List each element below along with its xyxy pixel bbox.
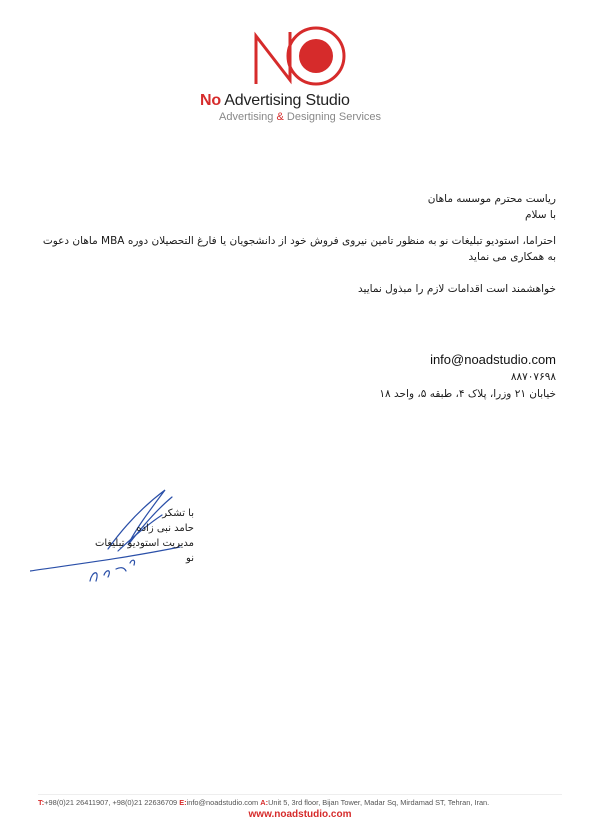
contact-block: [379, 351, 556, 403]
recipient-line: ریاست محترم موسسه ماهان: [427, 193, 556, 205]
footer-website[interactable]: www.noadstudio.com: [248, 809, 352, 820]
body-paragraph: احتراما، استودیو تبلیغات نو به منظور تامین نیروی فروش خود از دانشجویان یا فارغ التحصیلان دوره MBA ماهان دعوت به همکاری می نماید: [42, 235, 556, 263]
brand-name: No Advertising Studio: [200, 92, 350, 109]
signature-block: [84, 506, 194, 566]
signature-thanks: با تشکر: [162, 508, 194, 519]
footer-contact-line: T:+98(0)21 26411907, +98(0)21 22636709 E:info@noadstudio.com A:Unit 5, 3rd floor, Bijan Tower, Madar Sq, Mirdamad ST, Tehran, Iran.: [38, 798, 490, 807]
no-logo-mark: [250, 26, 350, 90]
signer-name: حامد نبی زاده: [136, 523, 194, 534]
contact-phone: ۸۸۷۰۷۶۹۸: [510, 371, 556, 383]
brand-tagline: Advertising & Designing Services: [219, 111, 382, 123]
contact-email[interactable]: info@noadstudio.com: [430, 352, 556, 367]
signer-title: مدیریت استودیو تبلیغات نو: [94, 538, 194, 564]
closing-line: خواهشمند است اقدامات لازم را مبذول نمایید: [358, 283, 556, 295]
logo: [200, 26, 400, 126]
footer-divider: [38, 794, 562, 795]
greeting-line: با سلام: [524, 209, 556, 221]
contact-address: خیابان ۲۱ وزرا، پلاک ۴، طبقه ۵، واحد ۱۸: [379, 388, 556, 400]
